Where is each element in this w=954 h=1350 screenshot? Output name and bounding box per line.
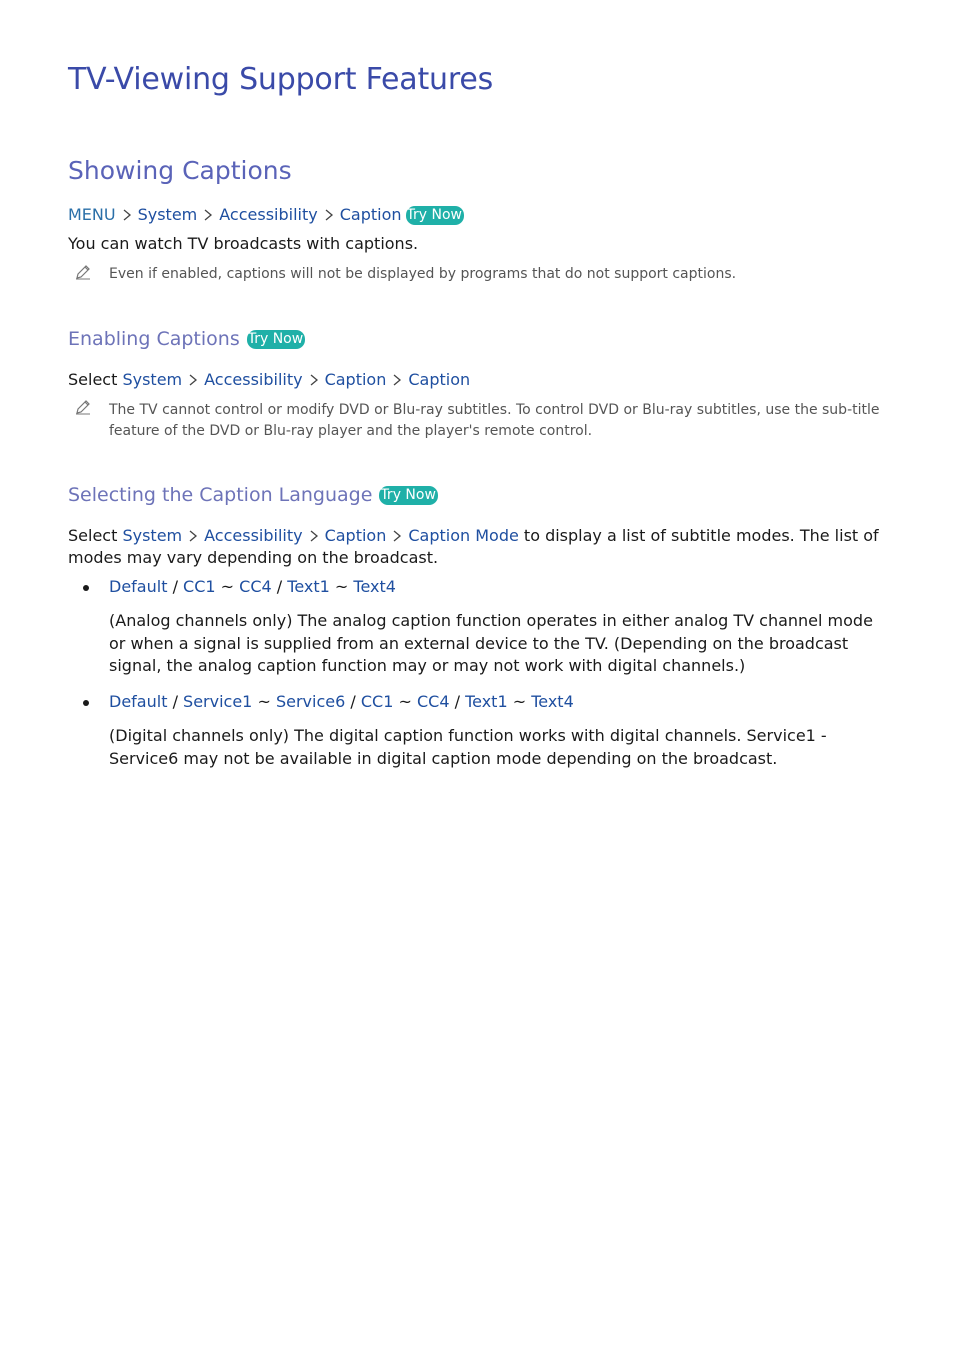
option-separator: / [172, 692, 178, 711]
caption-mode-paragraph [68, 525, 886, 569]
select-label: Select [68, 370, 118, 389]
bullet-desc-digital: (Digital channels only) The digital caption function works with digital channels. Service1 - Service6 may not be available in digital caption mode depending on the broadcast. [109, 726, 827, 768]
option-service6[interactable]: Service6 [275, 692, 346, 711]
path-item-menu[interactable]: MENU [68, 205, 116, 224]
option-service1[interactable]: Service1 [183, 692, 253, 711]
option-cc4[interactable]: CC4 [416, 692, 450, 711]
subheading-caption-language [68, 484, 438, 506]
option-cc1[interactable]: CC1 [183, 577, 216, 596]
note-captions-unsupported: Even if enabled, captions will not be displayed by programs that do not support captions. [109, 266, 737, 282]
path-item-caption-mode[interactable]: Caption Mode [408, 526, 519, 545]
try-now-button[interactable]: Try Now [406, 207, 462, 223]
chevron-right-icon [391, 530, 403, 542]
option-cc4[interactable]: CC4 [239, 577, 272, 596]
bullet-options-digital [109, 691, 574, 713]
path-item-caption[interactable]: Caption [339, 205, 402, 224]
option-text1[interactable]: Text1 [465, 692, 508, 711]
option-range: ~ [220, 577, 235, 596]
try-now-button[interactable]: Try Now [247, 330, 304, 347]
path-item-accessibility[interactable]: Accessibility [219, 205, 318, 224]
path-item-system[interactable]: System [137, 205, 198, 224]
chevron-right-icon [202, 209, 214, 221]
option-separator: / [350, 692, 356, 711]
path-item-caption-toggle[interactable]: Caption [408, 370, 471, 389]
bullet-options-analog [109, 576, 396, 598]
option-default[interactable]: Default [109, 692, 168, 711]
menu-path-showing-captions [68, 204, 464, 226]
menu-path-enabling-captions [68, 369, 470, 391]
try-now-button[interactable]: Try Now [380, 486, 436, 503]
option-range: ~ [512, 692, 527, 711]
chevron-right-icon [391, 374, 403, 386]
option-text4[interactable]: Text4 [353, 577, 396, 596]
subheading-label: Selecting the Caption Language [68, 484, 373, 506]
path-item-system[interactable]: System [122, 526, 183, 545]
option-range: ~ [257, 692, 271, 711]
chevron-right-icon [187, 530, 199, 542]
bullet-dot [83, 700, 89, 706]
option-cc1[interactable]: CC1 [360, 692, 394, 711]
page-title: TV-Viewing Support Features [68, 62, 494, 97]
select-label: Select [68, 526, 118, 545]
option-default[interactable]: Default [109, 577, 168, 596]
pencil-icon [74, 398, 92, 416]
bullet-dot [83, 585, 89, 591]
path-item-caption[interactable]: Caption [324, 526, 387, 545]
path-item-accessibility[interactable]: Accessibility [204, 526, 303, 545]
option-range: ~ [398, 692, 412, 711]
caption-mode-desc: to display a list of subtitle modes. The list of modes may vary depending on the broadcast. [68, 526, 879, 567]
chevron-right-icon [323, 209, 335, 221]
pencil-icon [74, 263, 92, 281]
path-item-accessibility[interactable]: Accessibility [204, 370, 303, 389]
note-dvd-subtitles: The TV cannot control or modify DVD or Blu-ray subtitles. To control DVD or Blu-ray subtitles, use the sub-title feature of the DVD or Blu-ray player and the player's remote control. [109, 402, 880, 439]
bullet-desc-analog: (Analog channels only) The analog caption function operates in either analog TV channel mode or when a signal is supplied from an external device to the TV. (Depending on the broadcast signal, the analog caption function may or may not work with digital channels.) [109, 611, 873, 675]
chevron-right-icon [187, 374, 199, 386]
section-heading-showing-captions: Showing Captions [68, 156, 292, 185]
chevron-right-icon [121, 209, 133, 221]
path-item-system[interactable]: System [122, 370, 183, 389]
option-separator: / [276, 577, 283, 596]
section-description: You can watch TV broadcasts with captions. [68, 234, 419, 253]
option-separator: / [454, 692, 460, 711]
option-text4[interactable]: Text4 [531, 692, 574, 711]
subheading-enabling-captions [68, 328, 305, 350]
chevron-right-icon [308, 374, 320, 386]
path-item-caption[interactable]: Caption [324, 370, 387, 389]
option-text1[interactable]: Text1 [287, 577, 330, 596]
option-separator: / [172, 577, 178, 596]
subheading-label: Enabling Captions [68, 328, 240, 350]
chevron-right-icon [308, 530, 320, 542]
option-range: ~ [334, 577, 349, 596]
